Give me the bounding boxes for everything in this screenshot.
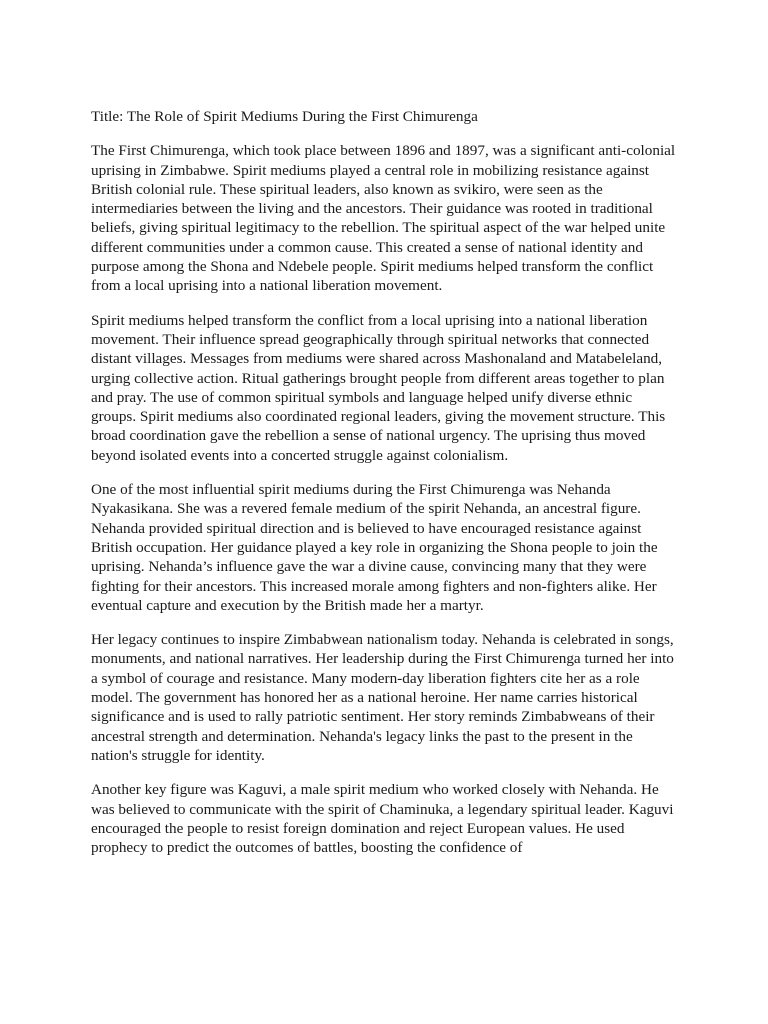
paragraph-5: Another key figure was Kaguvi, a male spirit medium who worked closely with Nehanda. He was believed to communicate with the spirit of Chaminuka, a legendary spiritual leader. Kaguvi encouraged the people to resist foreign domination and reject European values. He used prophecy to predict the outcomes of battles, boosting the confidence of xyxy=(91,781,674,857)
paragraph-1: The First Chimurenga, which took place between 1896 and 1897, was a significant anti-colonial uprising in Zimbabwe. Spirit mediums played a central role in mobilizing resistance against British colonial rule. These spiritual leaders, also known as svikiro, were seen as the intermediaries between the living and the ancestors. Their guidance was rooted in traditional beliefs, giving spiritual legitimacy to the rebellion. The spiritual aspect of the war helped unite different communities under a common cause. This created a sense of national identity and purpose among the Shona and Ndebele people. Spirit mediums helped transform the conflict from a local uprising into a national liberation movement. xyxy=(91,142,676,295)
document-page xyxy=(91,107,681,872)
document-title: Title: The Role of Spirit Mediums During the First Chimurenga xyxy=(91,108,478,125)
paragraph-3: One of the most influential spirit mediums during the First Chimurenga was Nehanda Nyakasikana. She was a revered female medium of the spirit Nehanda, an ancestral figure. Nehanda provided spiritual direction and is believed to have encouraged resistance against British occupation. Her guidance played a key role in organizing the Shona people to join the uprising. Nehanda’s influence gave the war a divine cause, convincing many that they were fighting for their ancestors. This increased morale among fighters and non-fighters alike. Her eventual capture and execution by the British made her a martyr. xyxy=(91,481,658,614)
paragraph-2: Spirit mediums helped transform the conflict from a local uprising into a national liberation movement. Their influence spread geographically through spiritual networks that connected distant villages. Messages from mediums were shared across Mashonaland and Matabeleland, urging collective action. Ritual gatherings brought people from different areas together to plan and pray. The use of common spiritual symbols and language helped unify diverse ethnic groups. Spirit mediums also coordinated regional leaders, giving the movement structure. This broad coordination gave the rebellion a sense of national urgency. The uprising thus moved beyond isolated events into a concerted struggle against colonialism. xyxy=(91,311,666,464)
paragraph-4: Her legacy continues to inspire Zimbabwean nationalism today. Nehanda is celebrated in songs, monuments, and national narratives. Her leadership during the First Chimurenga turned her into a symbol of courage and resistance. Many modern-day liberation fighters cite her as a role model. The government has honored her as a national heroine. Her name carries historical significance and is used to rally patriotic sentiment. Her story reminds Zimbabweans of their ancestral strength and determination. Nehanda's legacy links the past to the present in the nation's struggle for identity. xyxy=(91,631,674,764)
